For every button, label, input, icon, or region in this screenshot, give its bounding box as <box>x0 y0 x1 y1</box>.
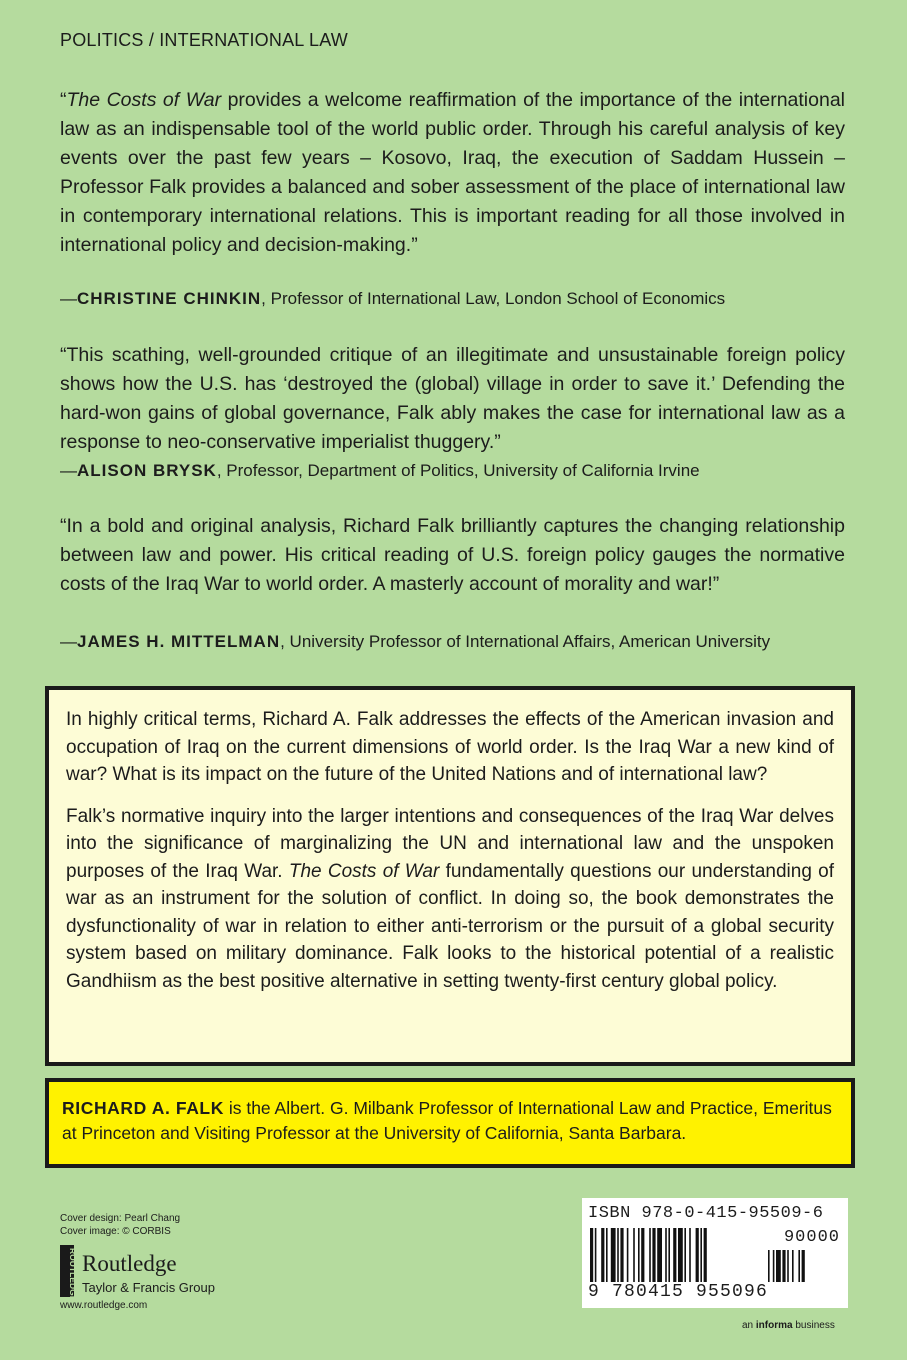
publisher-group: Taylor & Francis Group <box>82 1280 215 1295</box>
addon-bar <box>782 1250 785 1282</box>
addon-bar <box>773 1250 775 1282</box>
barcode-bar <box>684 1228 686 1283</box>
addon-bar <box>798 1250 800 1282</box>
barcode-bar <box>696 1228 699 1283</box>
addon-bar <box>792 1250 794 1282</box>
barcode-bar <box>652 1228 655 1283</box>
book-title: The Costs of War <box>288 860 440 882</box>
addon-bar <box>787 1250 789 1282</box>
barcode-bar <box>633 1228 635 1283</box>
publisher-url: www.routledge.com <box>60 1300 148 1311</box>
price-code: 90000 <box>783 1228 840 1247</box>
barcode-bar <box>665 1228 667 1283</box>
reviewer-name: JAMES H. MITTELMAN <box>77 632 281 651</box>
book-title: The Costs of War <box>66 89 222 111</box>
isbn-barcode <box>582 1198 848 1308</box>
isbn-number: ISBN 978-0-415-95509-6 <box>588 1204 824 1223</box>
category-label: POLITICS / INTERNATIONAL LAW <box>60 30 348 50</box>
routledge-vertical-mark: ROUTLEDGE <box>68 1248 78 1297</box>
barcode-bar <box>673 1228 676 1283</box>
barcode-digits: 9 780415 955096 <box>588 1282 769 1302</box>
barcode-bar <box>641 1228 644 1283</box>
addon-bar <box>802 1250 805 1282</box>
barcode-bar <box>689 1228 691 1283</box>
barcode-bar <box>601 1228 604 1283</box>
barcode-bar <box>627 1228 629 1283</box>
quote-chinkin: “The Costs of War provides a welcome reaffirmation of the importance of the international law as an indispensable tool of the world public order. Through his careful analysis of key events over the past few years – Kosovo, Iraq, the execution of Saddam Hussein – Professor Falk provides a balanced and sober assessment of the place of international law in contemporary international relations. This is important reading for all those involved in international policy and decision-making.” <box>60 89 845 256</box>
barcode-bar <box>678 1228 683 1283</box>
barcode-bar <box>700 1228 702 1283</box>
attribution-mittelman: —JAMES H. MITTELMAN, University Professor of International Affairs, American University <box>60 632 771 651</box>
barcode-bar <box>704 1228 707 1283</box>
barcode-bar <box>595 1228 597 1283</box>
attribution-brysk: —ALISON BRYSK, Professor, Department of Politics, University of California Irvine <box>60 461 700 480</box>
reviewer-name: ALISON BRYSK <box>77 461 217 480</box>
cover-design-credit: Cover design: Pearl Chang <box>60 1213 181 1224</box>
barcode-bar <box>638 1228 640 1283</box>
barcode-bar <box>590 1228 593 1283</box>
quote-brysk: “This scathing, well-grounded critique of an illegitimate and unsustainable foreign policy shows how the U.S. has ‘destroyed the (global) village in order to save it.’ Defending the hard-won gains of global governance, Falk ably makes the case for international law as a response to neo-conservative imperialist thuggery.” <box>60 344 845 453</box>
barcode-bar <box>657 1228 662 1283</box>
description-paragraph-2: Falk’s normative inquiry into the larger intentions and consequences of the Iraq War delves into the significance of marginalizing the UN and international law and the unspoken purposes of the Iraq War. The Costs of War fundamentally questions our understanding of war as an instrument for the solution of conflict. In doing so, the book demonstrates the dysfunctionality of war in relation to either anti-terrorism or the pursuit of a global security system based on military dominance. Falk looks to the historical potential of a realistic Gandhiism as the best positive alternative in setting twenty-first century global policy. <box>66 805 834 992</box>
description-paragraph-1: In highly critical terms, Richard A. Falk addresses the effects of the American invasion and occupation of Iraq on the current dimensions of world order. Is the Iraq War a new kind of war? What is its impact on the future of the United Nations and of international law? <box>66 709 834 785</box>
publisher-name: Routledge <box>82 1251 177 1276</box>
informa-business-tag: an informa business <box>742 1320 835 1331</box>
publisher-logo <box>60 1245 250 1302</box>
addon-bar <box>776 1250 781 1282</box>
cover-image-credit: Cover image: © CORBIS <box>60 1226 171 1237</box>
barcode-bar <box>620 1228 623 1283</box>
barcode-bar <box>617 1228 619 1283</box>
quote-mittelman: “In a bold and original analysis, Richard Falk brilliantly captures the changing relationship between law and power. His critical reading of U.S. foreign policy gauges the normative costs of the Iraq War to world order. A masterly account of morality and war!” <box>60 515 845 595</box>
author-bio-text: is the Albert. G. Milbank Professor of International Law and Practice, Emeritus at Princeton and Visiting Professor at the University of California, Santa Barbara. <box>62 1098 832 1143</box>
routledge-logo-icon <box>60 1245 250 1297</box>
reviewer-name: CHRISTINE CHINKIN <box>77 289 262 308</box>
cover-credits <box>60 1212 180 1238</box>
attribution-chinkin: —CHRISTINE CHINKIN, Professor of International Law, London School of Economics <box>60 289 726 308</box>
barcode-bar <box>606 1228 608 1283</box>
author-name: RICHARD A. FALK <box>62 1098 224 1118</box>
barcode-bar <box>611 1228 616 1283</box>
author-bio-box <box>45 1078 855 1168</box>
barcode-bar <box>668 1228 670 1283</box>
addon-bar <box>768 1250 770 1282</box>
description-box <box>45 686 855 1066</box>
barcode-bar <box>649 1228 651 1283</box>
